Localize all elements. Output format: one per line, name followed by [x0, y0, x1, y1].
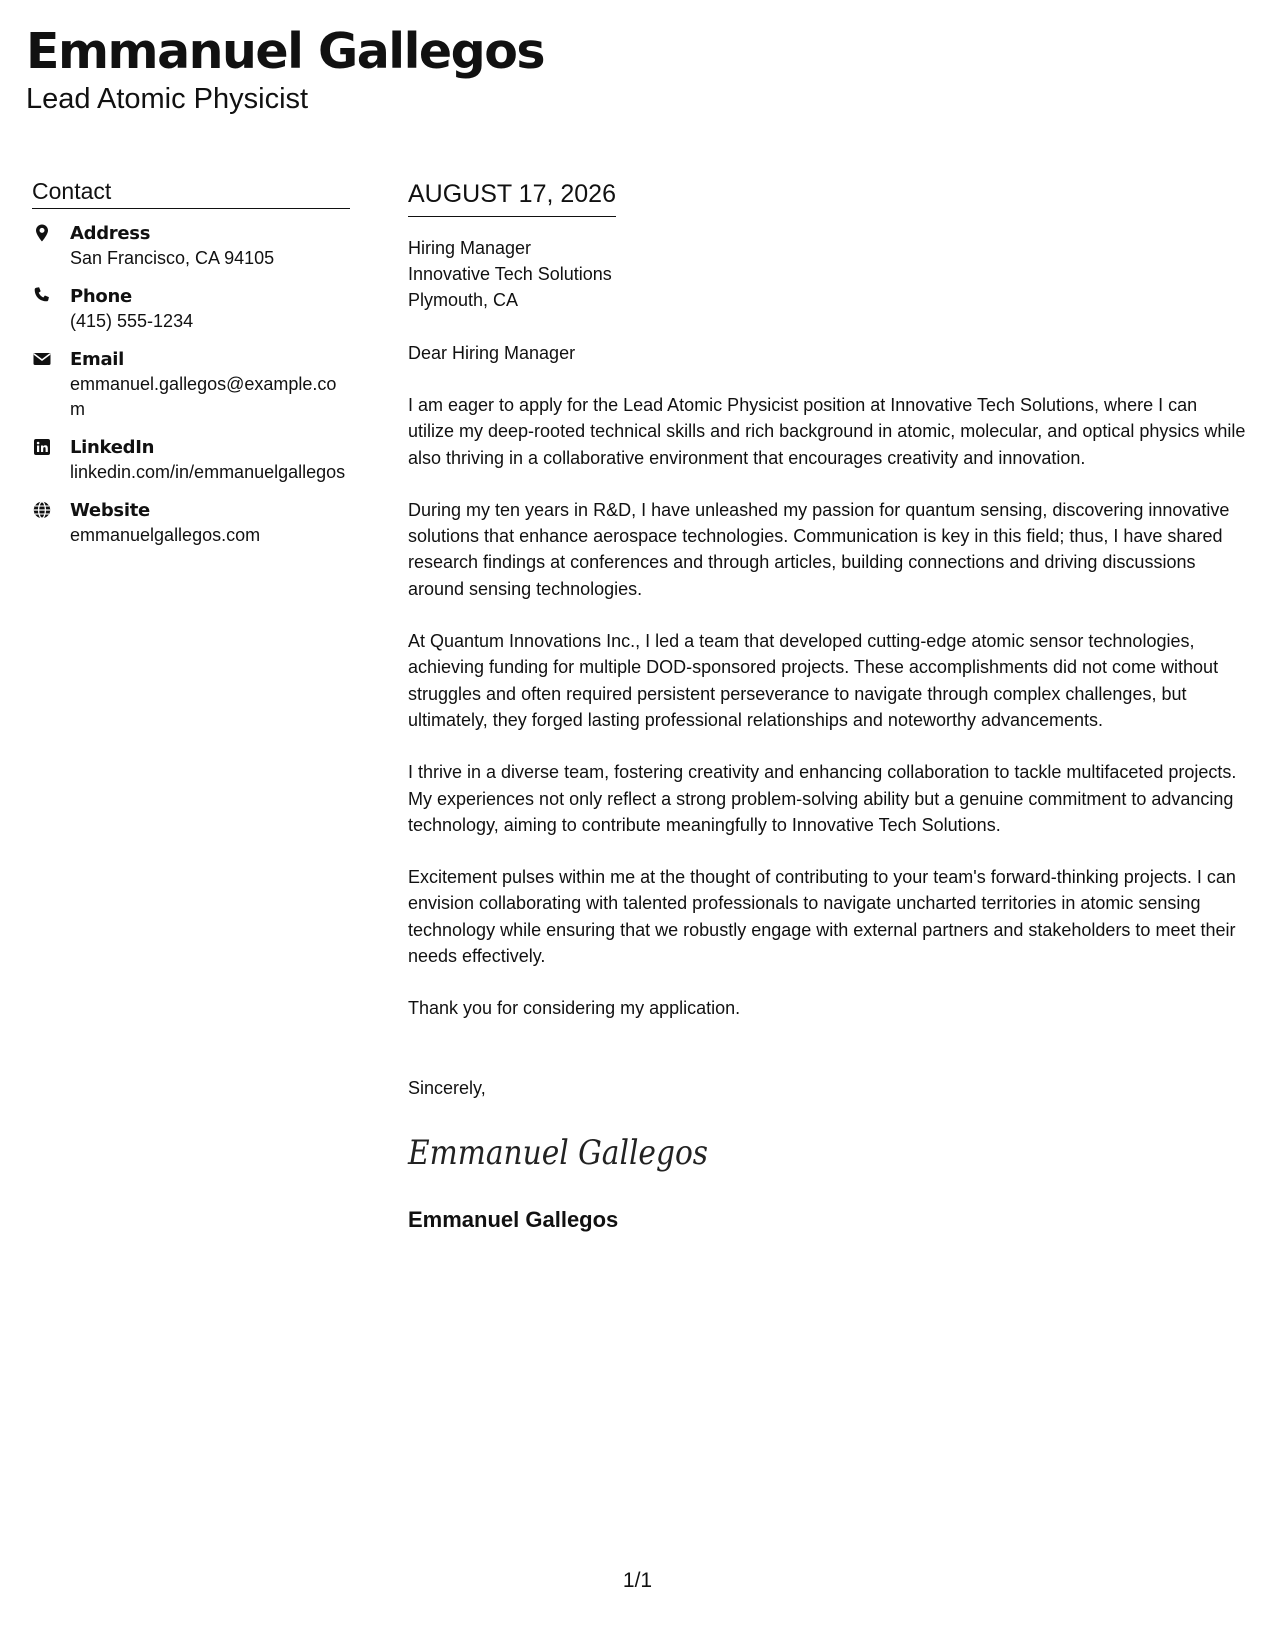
signed-name: Emmanuel Gallegos: [408, 1206, 619, 1232]
resume-header: [26, 22, 1226, 116]
contact-label: Email: [70, 349, 125, 370]
envelope-icon: [32, 347, 70, 422]
closing: Sincerely,: [408, 1077, 486, 1098]
address-value: San Francisco, CA 94105: [70, 248, 275, 268]
letter-paragraph: Excitement pulses within me at the thought of contributing to your team's forward-thinking projects. I can envision collaborating with talented professionals to navigate uncharted territories in atomic sensing technology while ensuring that we robustly engage with external partners and stakeholders to meet their needs effectively.: [408, 867, 1236, 967]
contact-label: Address: [70, 223, 151, 244]
letter-paragraph: Thank you for considering my application.: [408, 998, 741, 1019]
letter-paragraph: During my ten years in R&D, I have unleashed my passion for quantum sensing, discovering innovative solutions that enhance aerospace technologies. Communication is key in this field; thus, I have shared research findings at conferences and through articles, building connections and driving discussions around sensing technologies.: [408, 499, 1230, 599]
letter-date: AUGUST 17, 2026: [408, 178, 616, 217]
contact-label: LinkedIn: [70, 437, 155, 458]
contact-heading: Contact: [32, 176, 350, 209]
contact-sidebar: [32, 176, 350, 561]
recipient-block: [408, 235, 1248, 313]
letter-paragraph: I am eager to apply for the Lead Atomic Physicist position at Innovative Tech Solutions, where I can utilize my deep-rooted technical skills and rich background in atomic, molecular, and optical physics while also thriving in a collaborative environment that encourages creativity and innovation.: [408, 395, 1246, 468]
letter-paragraph: I thrive in a diverse team, fostering creativity and enhancing collaboration to tackle multifaceted projects. My experiences not only reflect a strong problem-solving ability but a genuine commitment to advancing technology, aiming to contribute meaningfully to Innovative Tech Solutions.: [408, 762, 1237, 835]
contact-item-address: [32, 221, 350, 271]
contact-item-linkedin: [32, 435, 350, 485]
page-number: 1/1: [622, 1569, 653, 1592]
phone-value: (415) 555-1234: [70, 311, 194, 331]
contact-item-phone: [32, 284, 350, 334]
contact-label: Phone: [70, 286, 132, 307]
contact-label: Website: [70, 500, 150, 521]
contact-item-website: [32, 498, 350, 548]
phone-icon: [32, 284, 70, 334]
linkedin-value[interactable]: linkedin.com/in/emmanuelgallegos: [70, 462, 346, 482]
recipient-line: Innovative Tech Solutions: [408, 264, 612, 284]
signature-text: Emmanuel Gallegos: [407, 1132, 708, 1173]
signature-image: [407, 1126, 708, 1178]
letter-body: [408, 178, 1248, 1234]
recipient-line: Hiring Manager: [408, 238, 532, 258]
applicant-name: Emmanuel Gallegos: [26, 23, 545, 80]
recipient-line: Plymouth, CA: [408, 290, 519, 310]
salutation: Dear Hiring Manager: [408, 343, 576, 363]
applicant-title: Lead Atomic Physicist: [26, 83, 309, 115]
linkedin-icon: [32, 435, 70, 485]
contact-item-email: [32, 347, 350, 422]
email-value[interactable]: emmanuel.gallegos@example.com: [70, 374, 337, 419]
website-value[interactable]: emmanuelgallegos.com: [70, 525, 261, 545]
letter-paragraph: At Quantum Innovations Inc., I led a team that developed cutting-edge atomic sensor technologies, achieving funding for multiple DOD-sponsored projects. These accomplishments did not come without struggles and often required persistent perseverance to navigate through complex challenges, but ultimately, they forged lasting professional relationships and noteworthy advancements.: [408, 631, 1219, 730]
map-pin-icon: [32, 221, 70, 271]
globe-icon: [32, 498, 70, 548]
